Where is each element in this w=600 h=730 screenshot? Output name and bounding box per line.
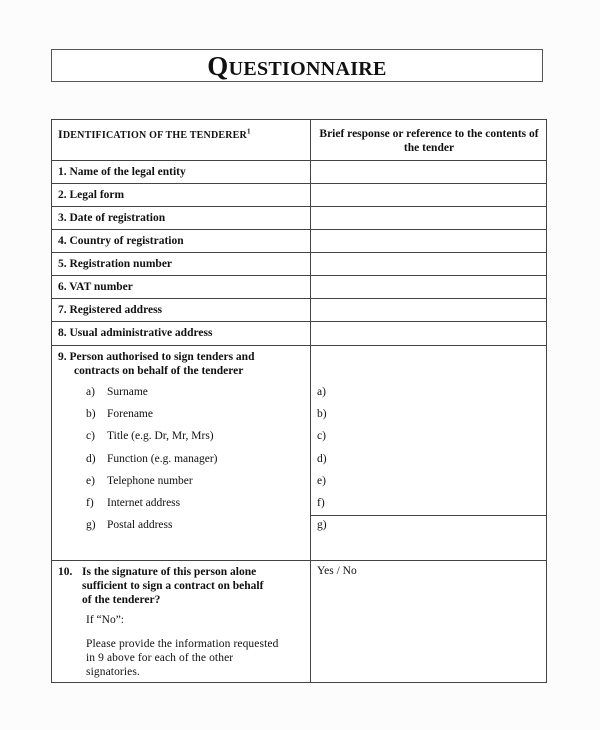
row-divider [52,345,546,346]
q10-number: 10. [58,566,73,578]
q9-forename-response: b) [317,408,327,420]
header-identification: IDENTIFICATION OF THE TENDERER$^1$ [58,127,251,141]
q9-sub-letter: a) [86,386,95,398]
page-title [51,49,543,82]
q9-sub-letter: e) [86,475,95,487]
row-registered-address: 7. Registered address [58,304,163,316]
q9-surname-response: a) [317,386,326,398]
header-response: Brief response or reference to the contents of the tender [319,128,539,154]
q10-response: Yes / No [317,565,357,577]
row-divider [52,560,546,561]
row-legal-form: 2. Legal form [58,189,125,201]
footnote-marker: 1 [246,127,251,136]
q9-forename-label: Forename [107,408,153,420]
q10-line2: sufficient to sign a contract on behalf [82,580,264,592]
q9-internet-label: Internet address [107,497,181,509]
questionnaire-table [51,119,547,683]
q9-title-line2: contracts on behalf of the tenderer [74,365,244,377]
q9-sub-letter: b) [86,408,96,420]
row-date-registration: 3. Date of registration [58,212,166,224]
q10-instructions-line3: signatories. [86,666,140,678]
q10-line3: of the tenderer? [82,594,161,606]
row-admin-address: 8. Usual administrative address [58,327,213,339]
q9-internet-response: f) [317,497,325,509]
q10-line1: Is the signature of this person alone [82,566,257,578]
q10-instructions-line2: in 9 above for each of the other [86,652,234,664]
q9-sub-letter: g) [86,519,96,531]
row-divider [52,206,546,207]
row-divider [52,275,546,276]
q10-instructions-line1: Please provide the information requested [86,638,279,650]
q9-title-response: c) [317,430,326,442]
row-registration-number: 5. Registration number [58,258,173,270]
q9-postal-label: Postal address [107,519,173,531]
title-rest: UESTIONNAIRE [228,58,387,80]
column-divider [310,120,311,682]
row-divider [52,252,546,253]
q9-sub-letter: f) [86,497,94,509]
row-divider [52,160,546,161]
q10-instructions [86,637,308,679]
row-country-registration: 4. Country of registration [58,235,184,247]
q9-sub-letter: d) [86,453,96,465]
row-legal-entity: 1. Name of the legal entity [58,166,186,178]
row-divider-right [310,515,546,516]
q9-telephone-label: Telephone number [107,475,193,487]
row-vat-number: 6. VAT number [58,281,133,293]
q9-telephone-response: e) [317,475,326,487]
row-divider [52,321,546,322]
row-divider [52,229,546,230]
row-divider [52,298,546,299]
q9-sub-letter: c) [86,430,95,442]
q9-function-label: Function (e.g. manager) [107,453,218,465]
title-initial: Q [207,51,229,81]
q9-surname-label: Surname [107,386,148,398]
q9-title-line1: 9. Person authorised to sign tenders and [58,351,255,363]
q9-title-label: Title (e.g. Dr, Mr, Mrs) [107,430,214,442]
row-divider [52,183,546,184]
q9-function-response: d) [317,453,327,465]
q9-postal-response: g) [317,519,327,531]
q10-if-no: If “No”: [86,614,124,626]
